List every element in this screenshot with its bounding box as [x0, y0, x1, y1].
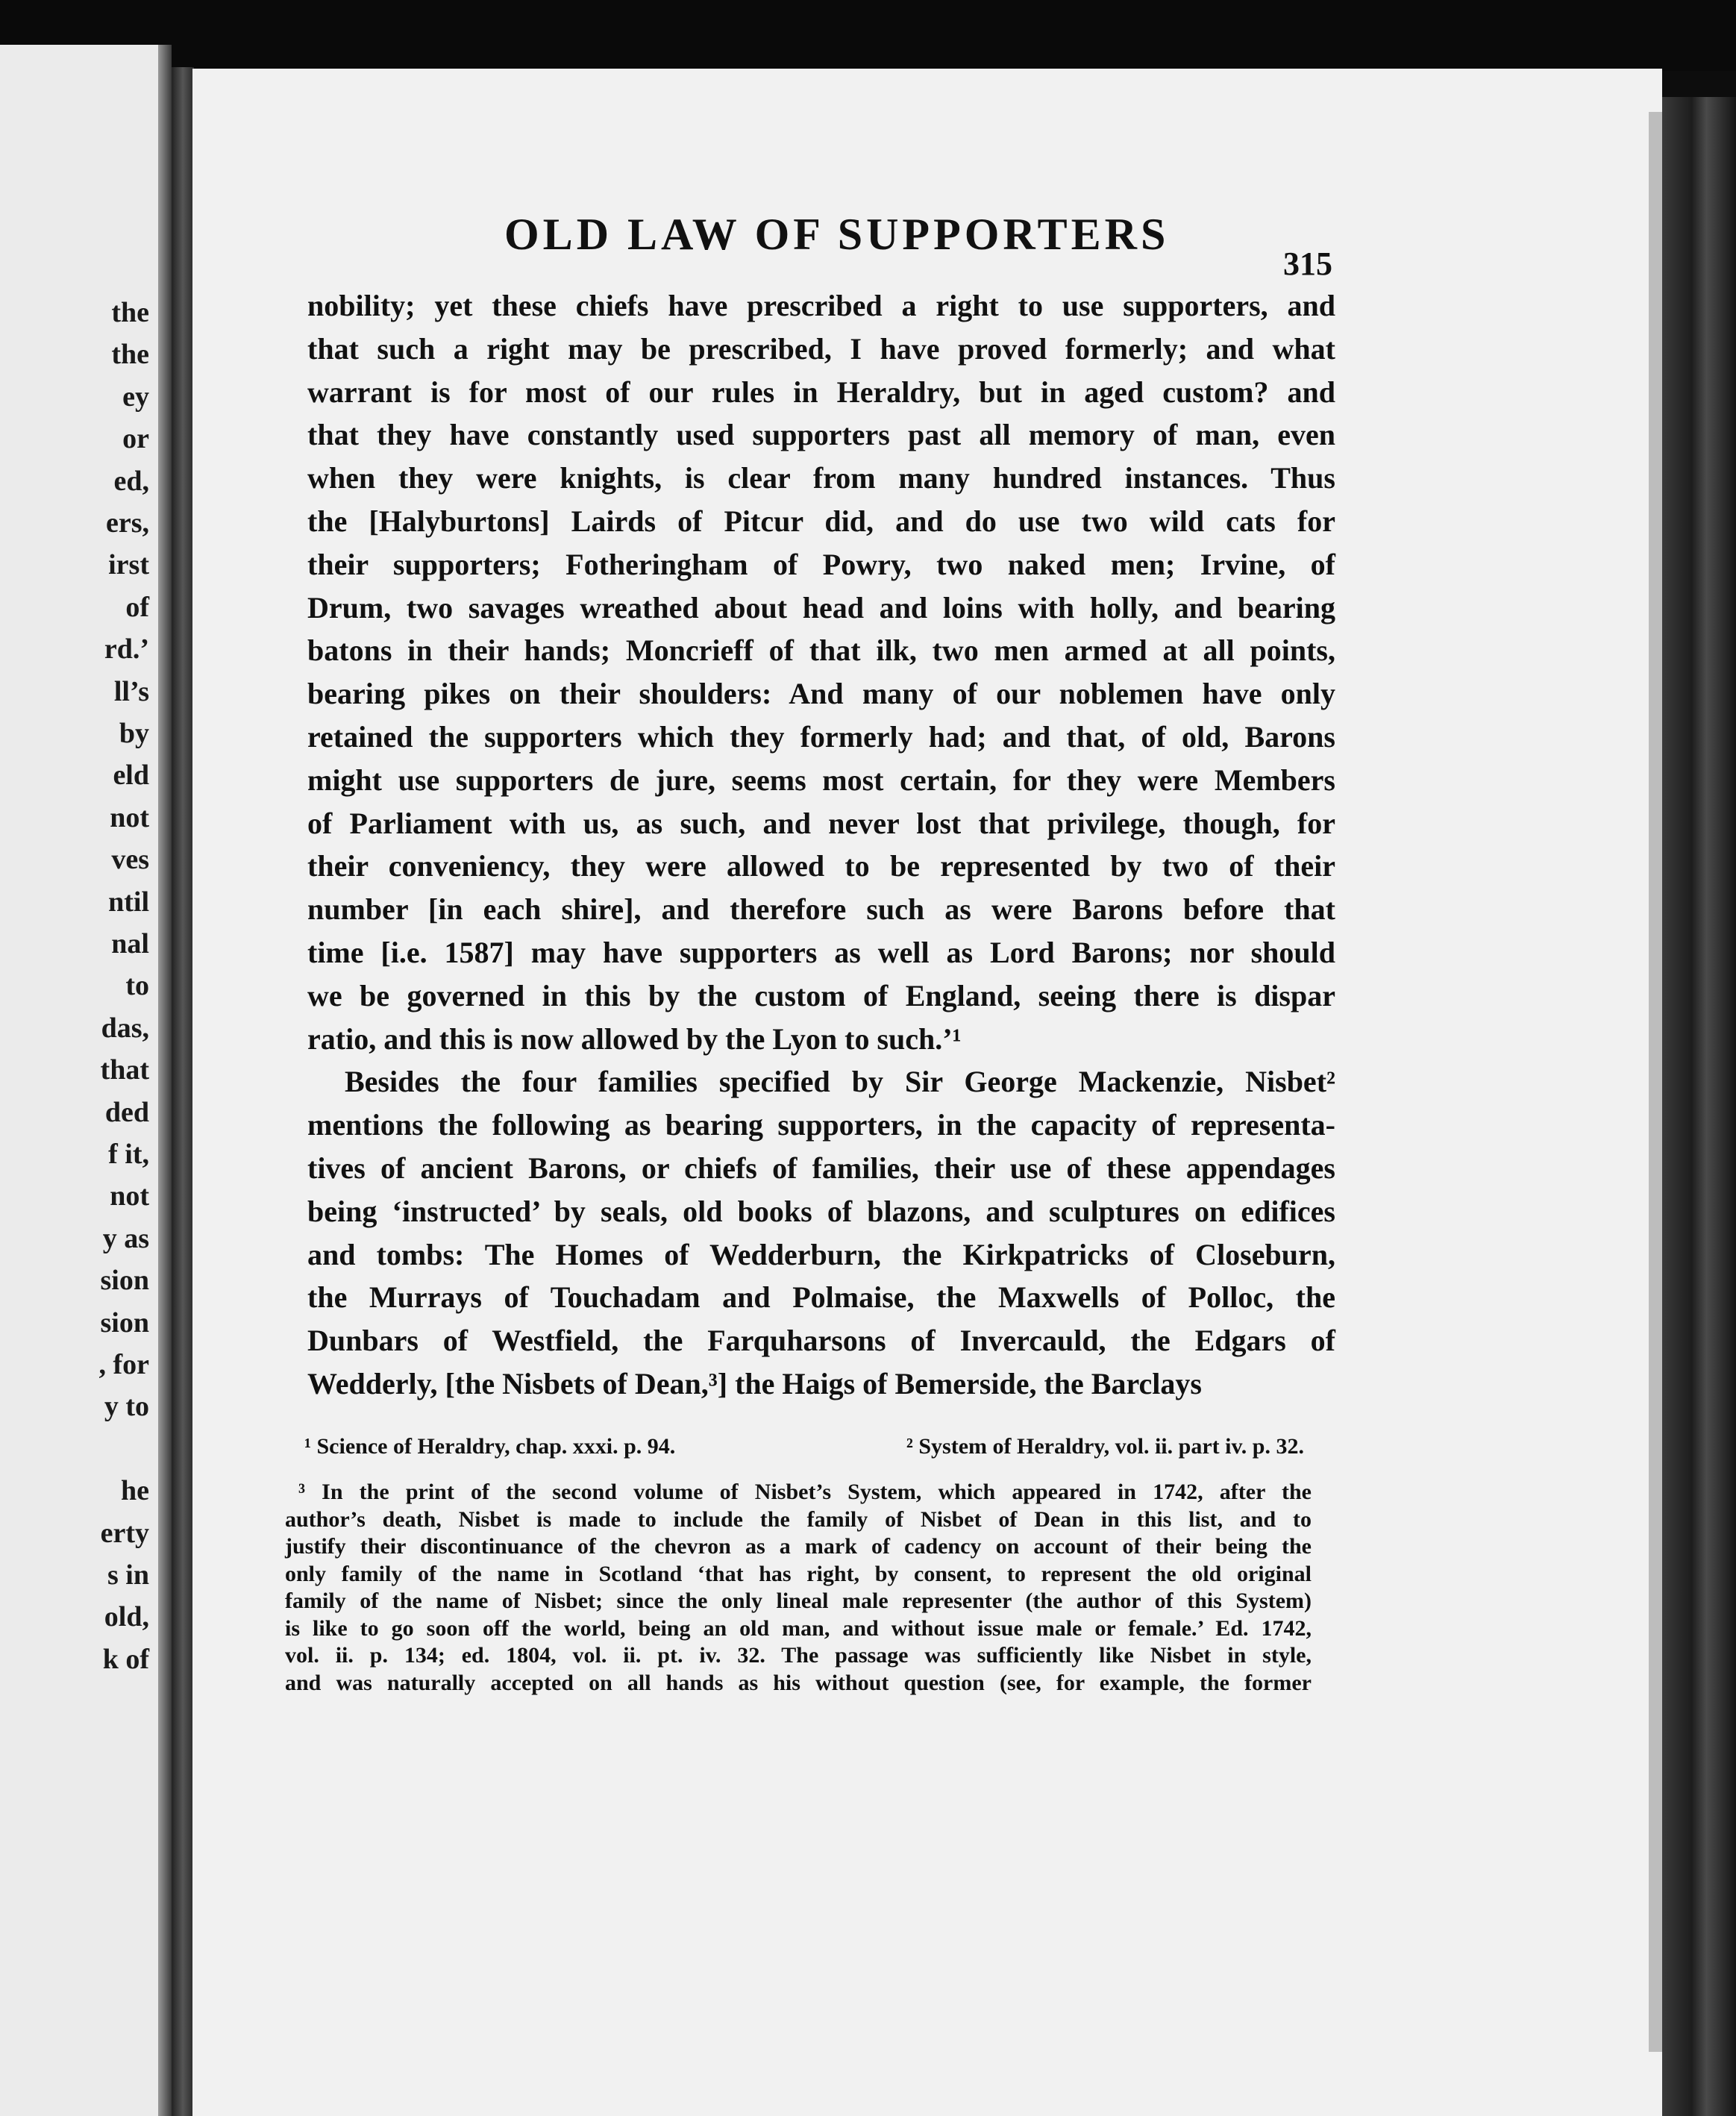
- body-line: that they have constantly used supporters past all memory of man, even: [307, 418, 1335, 452]
- body-line: tives of ancient Barons, or chiefs of families, their use of these appendages: [307, 1151, 1335, 1185]
- body-line: when they were knights, is clear from many hundred instances. Thus: [307, 461, 1335, 495]
- book-gutter: [172, 67, 194, 2116]
- left-page-line-end: not: [110, 801, 149, 833]
- left-page-fragment: [0, 45, 172, 2116]
- left-page-line-end: by: [119, 718, 149, 749]
- left-page-line-end: , for: [98, 1349, 149, 1380]
- footnote-3-line: author’s death, Nisbet is made to include the family of Nisbet of Dean in this list, and to: [285, 1506, 1312, 1532]
- footnote-references: [304, 1434, 1304, 1464]
- body-line: their conveniency, they were allowed to be represented by two of their: [307, 849, 1335, 883]
- left-page-line-end: that: [100, 1054, 149, 1086]
- footnote-3-line: and was naturally accepted on all hands as his without question (see, for example, the former: [285, 1670, 1312, 1695]
- page-stack-edge: [1649, 112, 1664, 2052]
- left-page-line-end: sion: [100, 1306, 149, 1339]
- left-page-line-end: or: [122, 423, 149, 455]
- footnote-3-line: ³ In the print of the second volume of Nisbet’s System, which appeared in 1742, after the: [298, 1480, 1312, 1504]
- left-page-line-end: ey: [122, 381, 149, 413]
- left-page-line-end: ves: [111, 844, 149, 876]
- body-line: bearing pikes on their shoulders: And many of our noblemen have only: [307, 677, 1335, 711]
- body-line: time [i.e. 1587] may have supporters as well as Lord Barons; nor should: [307, 936, 1335, 969]
- left-page-line-end: y as: [102, 1222, 149, 1254]
- body-line: Wedderly, [the Nisbets of Dean,³] the Haigs of Bemerside, the Barclays: [307, 1367, 1202, 1400]
- left-page-line-end: the: [111, 297, 149, 328]
- left-page-line-end: the: [111, 339, 149, 371]
- left-page-line-end: ded: [104, 1096, 149, 1128]
- body-line: number [in each shire], and therefore such as were Barons before that: [307, 892, 1335, 927]
- left-page-line-end: ll’s: [113, 675, 149, 707]
- footnote-2: ² System of Heraldry, vol. ii. part iv. p. 32.: [906, 1434, 1304, 1459]
- body-line: the [Halyburtons] Lairds of Pitcur did, and do use two wild cats for: [307, 504, 1335, 538]
- footnote-3-line: is like to go soon off the world, being an old man, and without issue male or female.’ Ed. 1742,: [285, 1615, 1312, 1641]
- body-line: their supporters; Fotheringham of Powry, two naked men; Irvine, of: [307, 547, 1335, 581]
- footnote-1: ¹ Science of Heraldry, chap. xxxi. p. 94.: [304, 1434, 676, 1459]
- left-page-line-end: k of: [102, 1643, 149, 1675]
- body-line: we be governed in this by the custom of England, seeing there is dispar: [307, 978, 1335, 1012]
- footnote-3-line: only family of the name in Scotland ‘that has right, by consent, to represent the old original: [285, 1561, 1312, 1586]
- left-page-edge: [158, 45, 172, 2116]
- left-page-line-end: of: [125, 591, 149, 623]
- footnote-3-line: family of the name of Nisbet; since the only lineal male representer (the author of this System): [285, 1588, 1312, 1613]
- left-page-line-end: to: [125, 970, 149, 1002]
- body-line: that such a right may be prescribed, I have proved formerly; and what: [307, 331, 1335, 366]
- left-page-line-end: erty: [100, 1517, 149, 1549]
- body-line: might use supporters de jure, seems most certain, for they were Members: [307, 763, 1335, 797]
- left-page-line-end: nal: [111, 928, 149, 960]
- page-number: 315: [1283, 245, 1332, 282]
- left-page-line-end: y to: [104, 1391, 149, 1423]
- left-page-line-end: ntil: [108, 886, 149, 918]
- footnote-3-line: vol. ii. p. 134; ed. 1804, vol. ii. pt. iv. 32. The passage was sufficiently like Nisbet in style,: [285, 1643, 1312, 1668]
- left-page-line-end: old,: [104, 1601, 149, 1633]
- body-line: warrant is for most of our rules in Heraldry, but in aged custom? and: [307, 375, 1335, 409]
- footnote-3-line: justify their discontinuance of the chevron as a mark of cadency on account of their being the: [285, 1534, 1312, 1559]
- left-page-line-end: s in: [107, 1559, 149, 1591]
- left-page-line-end: f it,: [108, 1139, 149, 1170]
- body-line: and tombs: The Homes of Wedderburn, the Kirkpatricks of Closeburn,: [307, 1237, 1335, 1271]
- body-line: batons in their hands; Moncrieff of that ilk, two men armed at all points,: [307, 633, 1335, 668]
- left-page-line-end: not: [110, 1180, 149, 1212]
- body-line: being ‘instructed’ by seals, old books of blazons, and sculptures on edifices: [307, 1194, 1335, 1228]
- running-head: OLD LAW OF SUPPORTERS: [504, 210, 1170, 259]
- left-page-line-end: ed,: [113, 465, 149, 497]
- left-page-line-end: irst: [108, 549, 149, 581]
- body-line: mentions the following as bearing supporters, in the capacity of representa-: [307, 1108, 1335, 1142]
- left-page-line-end: ers,: [105, 507, 149, 539]
- body-line: nobility; yet these chiefs have prescribed a right to use supporters, and: [307, 289, 1335, 322]
- body-line: Dunbars of Westfield, the Farquharsons of Invercauld, the Edgars of: [307, 1324, 1335, 1358]
- left-page-line-end: das,: [101, 1012, 149, 1044]
- left-page-line-end: rd.’: [104, 633, 149, 666]
- left-page-line-end: he: [121, 1475, 149, 1507]
- scan-top-border: [0, 0, 1736, 71]
- body-line: the Murrays of Touchadam and Polmaise, the Maxwells of Polloc, the: [307, 1280, 1335, 1315]
- body-line: ratio, and this is now allowed by the Lyon to such.’¹: [307, 1021, 962, 1056]
- body-line: Besides the four families specified by Sir George Mackenzie, Nisbet²: [345, 1065, 1335, 1099]
- left-page-line-end: eld: [113, 760, 149, 792]
- body-line: of Parliament with us, as such, and never lost that privilege, though, for: [307, 806, 1335, 840]
- body-line: retained the supporters which they formerly had; and that, of old, Barons: [307, 720, 1335, 754]
- body-line: Drum, two savages wreathed about head and loins with holly, and bearing: [307, 590, 1335, 625]
- book-cover-edge: [1662, 97, 1736, 2116]
- left-page-line-end: sion: [100, 1265, 149, 1297]
